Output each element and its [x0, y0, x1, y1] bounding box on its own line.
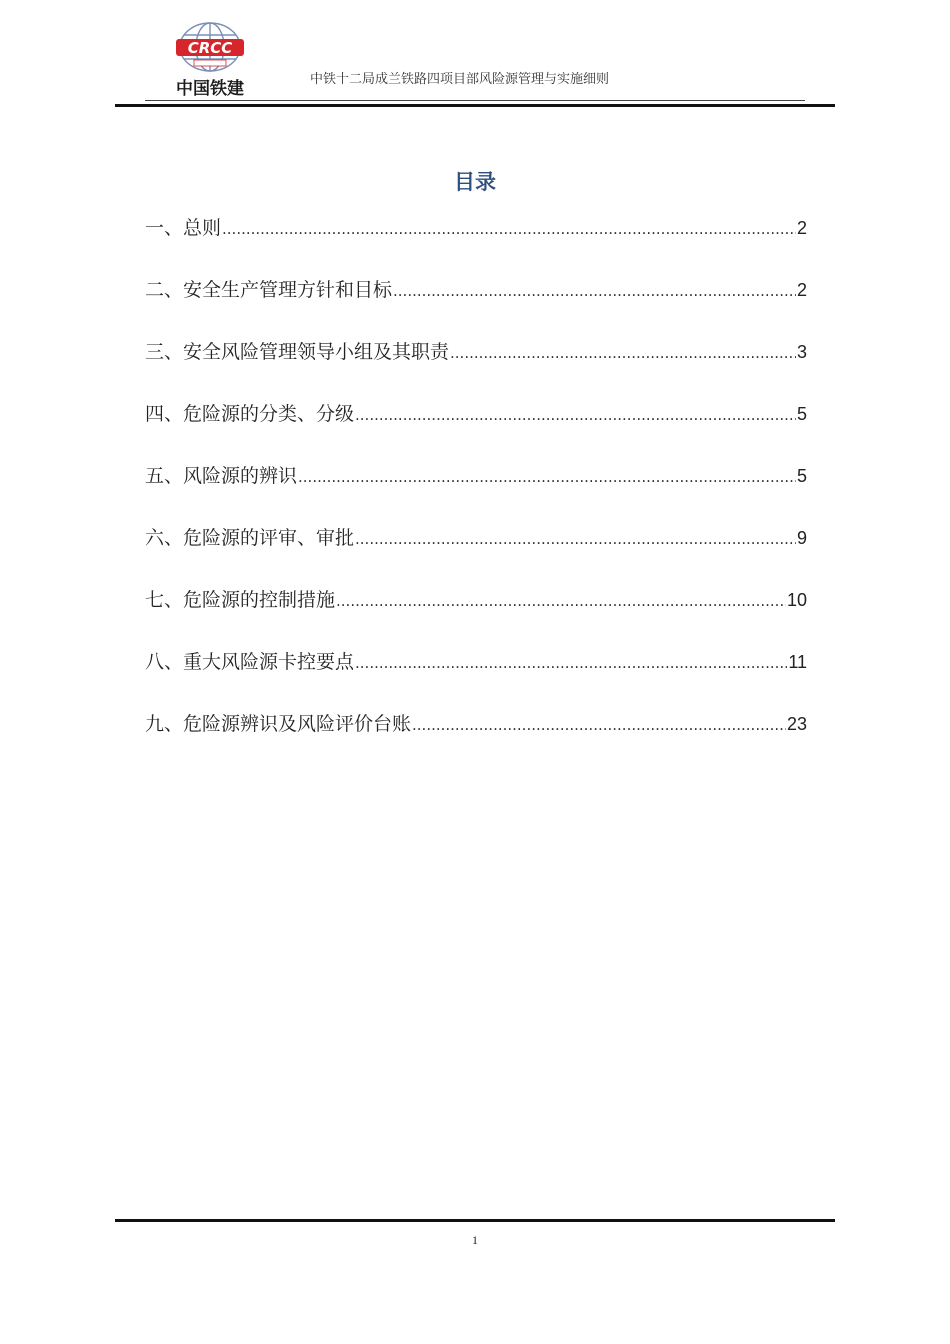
logo-caption: 中国铁建 — [176, 79, 244, 99]
toc-leader-dots — [450, 344, 796, 362]
toc-entry-page: 5 — [796, 466, 807, 486]
toc-entry-3[interactable] — [145, 337, 807, 399]
toc-leader-dots — [222, 220, 796, 238]
toc-entry-5[interactable] — [145, 461, 807, 523]
page-header — [0, 0, 950, 110]
toc-entry-page: 23 — [786, 714, 807, 734]
toc-leader-dots — [355, 530, 796, 548]
toc-entry-page: 5 — [796, 404, 807, 424]
toc-entry-1[interactable] — [145, 213, 807, 275]
toc-leader-dots — [355, 654, 787, 672]
toc-entry-page: 11 — [788, 652, 807, 672]
header-rule-thick — [115, 104, 835, 107]
toc-entry-label: 一、总则 — [145, 217, 222, 239]
toc-entry-page: 3 — [796, 342, 807, 362]
toc-entry-page: 2 — [796, 280, 807, 300]
toc-leader-dots — [355, 406, 796, 424]
page-number: 1 — [472, 1233, 478, 1247]
toc-entry-page: 10 — [786, 590, 807, 610]
toc-entry-label: 五、风险源的辨识 — [145, 465, 298, 487]
toc-entry-6[interactable] — [145, 523, 807, 585]
toc-entry-label: 六、危险源的评审、审批 — [145, 527, 355, 549]
toc-entry-page: 9 — [796, 528, 807, 548]
toc-leader-dots — [393, 282, 796, 300]
document-title: 中铁十二局成兰铁路四项目部风险源管理与实施细则 — [310, 72, 610, 87]
toc-entry-7[interactable] — [145, 585, 807, 647]
toc-leader-dots — [336, 592, 786, 610]
toc-entry-4[interactable] — [145, 399, 807, 461]
toc-heading: 目录 — [454, 169, 496, 194]
logo-emblem-text: CRCC — [187, 39, 233, 57]
toc-entry-label: 二、安全生产管理方针和目标 — [145, 279, 393, 301]
footer-rule — [115, 1219, 835, 1222]
toc-entry-label: 四、危险源的分类、分级 — [145, 403, 355, 425]
toc-entry-page: 2 — [796, 218, 807, 238]
toc-leader-dots — [412, 716, 786, 734]
toc-entry-8[interactable] — [145, 647, 807, 709]
toc-entry-label: 八、重大风险源卡控要点 — [145, 651, 355, 673]
toc-entry-label: 三、安全风险管理领导小组及其职责 — [145, 341, 450, 363]
toc-entry-label: 七、危险源的控制措施 — [145, 589, 336, 611]
toc-entry-2[interactable] — [145, 275, 807, 337]
table-of-contents — [145, 213, 807, 771]
header-rule-thin — [145, 100, 805, 101]
toc-leader-dots — [298, 468, 796, 486]
toc-entry-label: 九、危险源辨识及风险评价台账 — [145, 713, 412, 735]
toc-entry-9[interactable] — [145, 709, 807, 771]
